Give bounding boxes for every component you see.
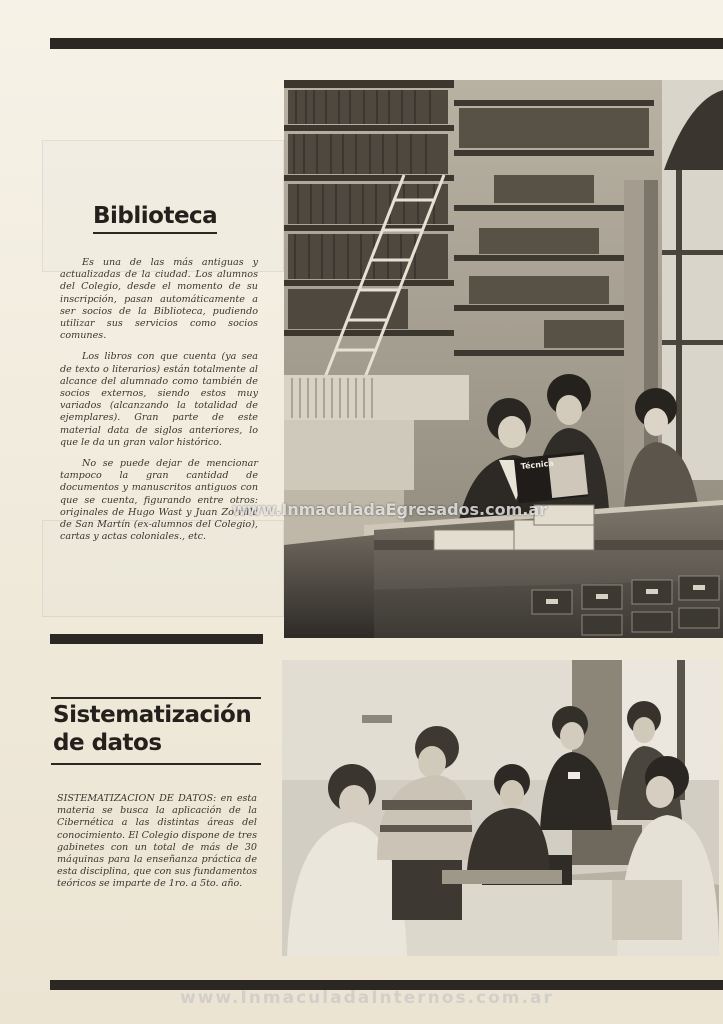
sistematizacion-title-line-2: de datos [53,729,162,756]
sistematizacion-title-line-1: Sistematización [53,702,252,728]
sistematizacion-body [57,793,257,900]
top-rule [50,38,723,49]
library-photo-image [284,80,723,638]
biblioteca-heading [93,203,217,234]
biblioteca-paragraph-1: Es una de las más antiguas y actualizadas de la ciudad. Los alumnos del Colegio, desde el momento de su inscripción, pasan automáticamente a ser socios de la Biblioteca, pudiendo utilizar sus servicios como socios comunes. [60,257,258,342]
sistematizacion-paragraph-1: SISTEMATIZACION DE DATOS: en esta materia se busca la aplicación de la Cibernética a las distintas áreas del conocimiento. El Colegio dispone de tres gabinetes con un total de más de 30 máquinas para la enseñanza práctica de esta disciplina, que con sus fundamentos teóricos se imparte de 1ro. a 5to. año. [57,793,257,890]
biblioteca-body [60,257,258,552]
sistematizacion-heading [51,697,261,765]
middle-rule [50,634,263,644]
biblioteca-paragraph-3: No se puede dejar de mencionar tampoco la gran cantidad de documentos y manuscritos antiguos con que se cuenta, figurando entre otros: originales de Hugo Wast y Juan Zorrilla de San Martín (ex-alumnos del Colegio), cartas y actas coloniales., etc. [60,458,258,543]
watermark-egresados: www.InmaculadaEgresados.com.ar [232,500,548,519]
watermark-internos: www.InmaculadaInternos.com.ar [180,988,554,1008]
computing-photo [282,660,719,956]
biblioteca-title: Biblioteca [93,203,218,229]
magazine-cover-text: Técnica [520,458,555,472]
biblioteca-paragraph-2: Los libros con que cuenta (ya sea de texto o literarios) están totalmente al alcance del alumnado como también de socios externos, siendo estos muy variados (alcanzando la totalidad de ejemplares). Gran parte de este material data de siglos anteriores, lo que le da un gran valor histórico. [60,351,258,448]
computing-photo-image [282,660,719,956]
library-photo [284,80,723,638]
